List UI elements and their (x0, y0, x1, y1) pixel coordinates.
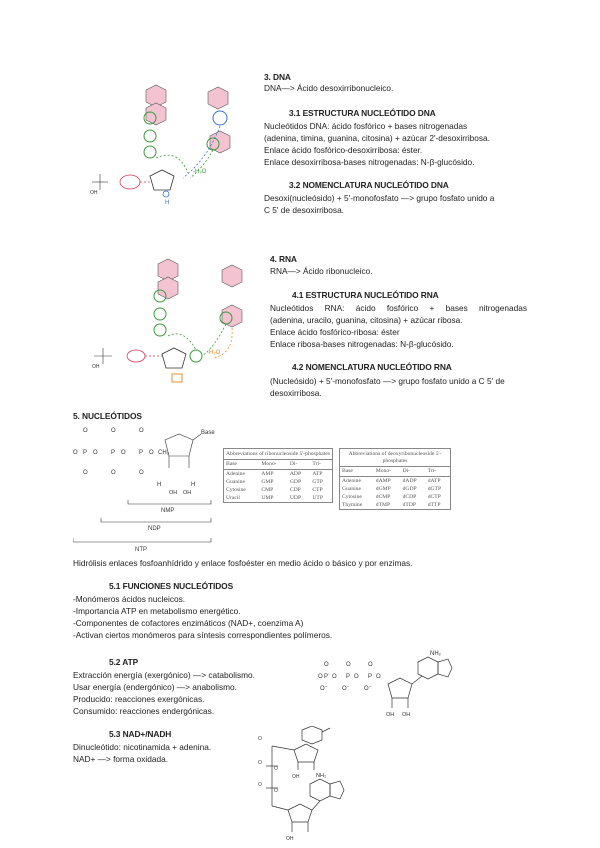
svg-text:O: O (274, 766, 278, 772)
rna-definition: RNA—> Ácido ribonucleico. (270, 266, 373, 276)
dna-definition: DNA—> Ácido desoxirribonucleico. (264, 83, 394, 93)
table-row: Uracil UMP UDP UTP (226, 495, 323, 501)
table-row: Cytosine CMP CDP CTP (226, 487, 323, 493)
dna-structure-line-3: Enlace ácido fosfórico-desoxirribosa: éster. (264, 145, 423, 155)
svg-text:O: O (258, 782, 262, 788)
function-item-4: -Activan ciertos monómeros para síntesis correspondientes polímeros. (73, 630, 333, 640)
table-row: Guanine dGMP dGDP dGTP (342, 486, 442, 492)
atp-line-2: Usar energía (endergónico) —> anabolismo. (73, 682, 237, 692)
atp-line-1: Extracción energía (exergónico) —> catabolismo. (73, 670, 255, 680)
dna-title: 3. DNA (264, 72, 291, 82)
nucleotidos-title: 5. NUCLEÓTIDOS (73, 411, 142, 421)
svg-text:O: O (111, 428, 116, 434)
table-header: Tri- (310, 460, 332, 470)
nad-oh-label-1: OH (292, 774, 300, 780)
table-header: Di- (401, 467, 426, 477)
atp-nh2-label: NH₂ (430, 651, 441, 657)
dna-blue-ring (213, 111, 227, 125)
ribonucleotide-table (223, 448, 333, 503)
atp-structure-figure (318, 648, 458, 724)
atp-line-3: Producido: reacciones exergónicas. (73, 694, 205, 704)
svg-text:P: P (346, 674, 351, 680)
nad-line-2: NAD+ —> forma oxidada. (73, 754, 168, 764)
dna-phosphate (92, 174, 108, 190)
function-item-1: -Monómeros ácidos nucleicos. (73, 594, 186, 604)
svg-text:O: O (354, 674, 359, 680)
hydrolysis-text: Hidrólisis enlaces fosfoanhídrido y enlace fosfoéster en medio ácido o básico y por enzimas. (73, 558, 413, 568)
rna-nomenclature-line-2: desoxirribosa. (270, 388, 322, 398)
dna-structure-line-4: Enlace desoxirribosa-bases nitrogenadas: N-β-glucósido. (264, 157, 475, 167)
svg-text:O⁻: O⁻ (342, 686, 350, 692)
rna-structure-line-2: (adenina, uracilo, guanina, citosina) + azúcar ribosa. (270, 315, 463, 325)
ndp-label: NDP (148, 526, 161, 532)
svg-text:O: O (83, 428, 88, 434)
dna-red-circle (120, 175, 140, 189)
table-header: Base (224, 460, 259, 470)
svg-text:O: O (73, 450, 78, 456)
svg-text:O: O (111, 470, 116, 476)
deoxyribonucleotide-table-caption: Abbreviations of deoxyribonucleoside 5'-phosphates (340, 449, 450, 467)
svg-text:O⁻: O⁻ (320, 686, 328, 692)
atp-oh-label-1: OH (386, 712, 395, 718)
rna-green-ring-3 (154, 324, 166, 336)
svg-text:O: O (318, 674, 323, 680)
dna-structure-line-2: (adenina, timina, guanina, citosina) + azúcar 2'-desoxirribosa. (264, 133, 490, 143)
svg-text:O: O (139, 470, 144, 476)
svg-text:O: O (149, 450, 154, 456)
svg-text:O: O (93, 450, 98, 456)
table-header: Tri- (426, 467, 450, 477)
ntp-oh-label-1: OH (169, 490, 178, 496)
rna-phosphate (94, 348, 112, 364)
table-row: Thymine dTMP dTDP dTTP (342, 502, 441, 508)
rna-structure-title: 4.1 ESTRUCTURA NUCLEÓTIDO RNA (292, 290, 439, 300)
svg-text:P: P (324, 674, 329, 680)
dna-structure-title: 3.1 ESTRUCTURA NUCLEÓTIDO DNA (289, 108, 436, 118)
nad-oh-label-2: OH (286, 836, 294, 842)
ribonucleotide-table-caption: Abbreviations of ribonucleoside 5'-phosphates (224, 449, 332, 460)
svg-text:P: P (83, 450, 88, 456)
functions-title: 5.1 FUNCIONES NUCLEÓTIDOS (109, 581, 234, 591)
svg-text:O: O (139, 428, 144, 434)
ntp-structure-figure (73, 426, 223, 556)
svg-text:P: P (368, 674, 373, 680)
table-header: Base (340, 467, 374, 477)
dna-nomenclature-title: 3.2 NOMENCLATURA NUCLEÓTIDO DNA (289, 180, 449, 190)
dna-nomenclature-line-1: Desoxi(nucleósido) + 5'-monofosfato —> grupo fosfato unido a (264, 193, 495, 203)
table-header: Mono- (259, 460, 287, 470)
nad-title: 5.3 NAD+/NADH (109, 729, 172, 739)
dna-green-ring-3 (144, 146, 156, 158)
ntp-oh-label-2: OH (183, 490, 192, 496)
dna-green-ring-2 (144, 130, 156, 142)
svg-text:CH₂: CH₂ (158, 450, 169, 456)
rna-green-ring-5 (190, 350, 202, 362)
table-row: Cytosine dCMP dCDP dCTP (342, 494, 441, 500)
rna-purine-ring (158, 259, 178, 299)
rna-nomenclature-line-1: (Nucleósido) + 5'-monofosfato —> grupo fosfato unido a C 5' de (270, 376, 505, 386)
dna-nomenclature-line-2: C 5' de desoxirribosa. (264, 205, 344, 215)
ntp-label: NTP (135, 547, 147, 553)
rna-green-ring-2 (154, 308, 166, 320)
atp-oh-label-2: OH (402, 712, 411, 718)
rna-structure-line-1: Nucleótidos RNA: ácido fosfórico + bases nitrogenadas (270, 303, 527, 313)
rna-title: 4. RNA (270, 254, 297, 264)
svg-text:O: O (324, 662, 329, 668)
rna-structure-line-4: Enlace ribosa-bases nitrogenadas: N-β-glucósido. (270, 339, 454, 349)
dna-structure-line-1: Nucleótidos DNA: ácido fosfórico + bases nitrogenadas (264, 121, 468, 131)
svg-text:O: O (376, 674, 381, 680)
svg-text:P: P (111, 450, 116, 456)
nad-structure-figure (258, 726, 368, 844)
atp-line-4: Consumido: reacciones endergónicas. (73, 706, 215, 716)
table-row: Adenine AMP ADP ATP (226, 471, 323, 477)
rna-oh-label: OH (92, 364, 100, 370)
rna-nomenclature-title: 4.2 NOMENCLATURA NUCLEÓTIDO RNA (292, 362, 452, 372)
svg-text:O: O (121, 450, 126, 456)
svg-text:H: H (157, 482, 162, 488)
table-row: Guanine GMP GDP GTP (226, 479, 323, 485)
svg-text:O: O (274, 788, 278, 794)
table-header: Di- (288, 460, 311, 470)
rna-nucleotide-figure (84, 258, 262, 390)
atp-title: 5.2 ATP (109, 657, 139, 667)
table-header: Mono- (374, 467, 401, 477)
nad-nh2-label: NH₂ (316, 773, 327, 779)
rna-h2o-label: -H₂O (207, 350, 221, 356)
nad-line-1: Dinucleótido: nicotinamida + adenina. (73, 742, 212, 752)
function-item-2: -Importancia ATP en metabolismo energético. (73, 606, 241, 616)
dna-nucleotide-figure (78, 78, 258, 218)
svg-text:O: O (83, 470, 88, 476)
rna-sugar (162, 348, 186, 368)
svg-text:O: O (368, 662, 373, 668)
svg-text:O: O (346, 662, 351, 668)
dna-sugar (150, 170, 174, 190)
svg-text:P: P (139, 450, 144, 456)
dna-oh-label: OH (90, 190, 98, 196)
rna-red-circle (127, 350, 145, 362)
deoxyribonucleotide-table (339, 448, 451, 510)
ntp-base-label: Base (201, 430, 215, 436)
svg-text:H: H (165, 200, 170, 206)
rna-orange-box (172, 374, 182, 382)
svg-text:H: H (191, 482, 196, 488)
svg-text:O: O (258, 736, 262, 742)
svg-text:O: O (258, 760, 262, 766)
rna-structure-line-3: Enlace ácido fosfórico-ribosa: éster (270, 327, 400, 337)
dna-h2o-label: -H₂O (193, 169, 207, 175)
function-item-3: -Componentes de cofactores enzimáticos (NAD+, coenzima A) (73, 618, 304, 628)
table-row: Adenine dAMP dADP dATP (342, 478, 441, 484)
nmp-label: NMP (161, 508, 175, 514)
svg-text:O: O (332, 674, 337, 680)
svg-text:O⁻: O⁻ (364, 686, 372, 692)
